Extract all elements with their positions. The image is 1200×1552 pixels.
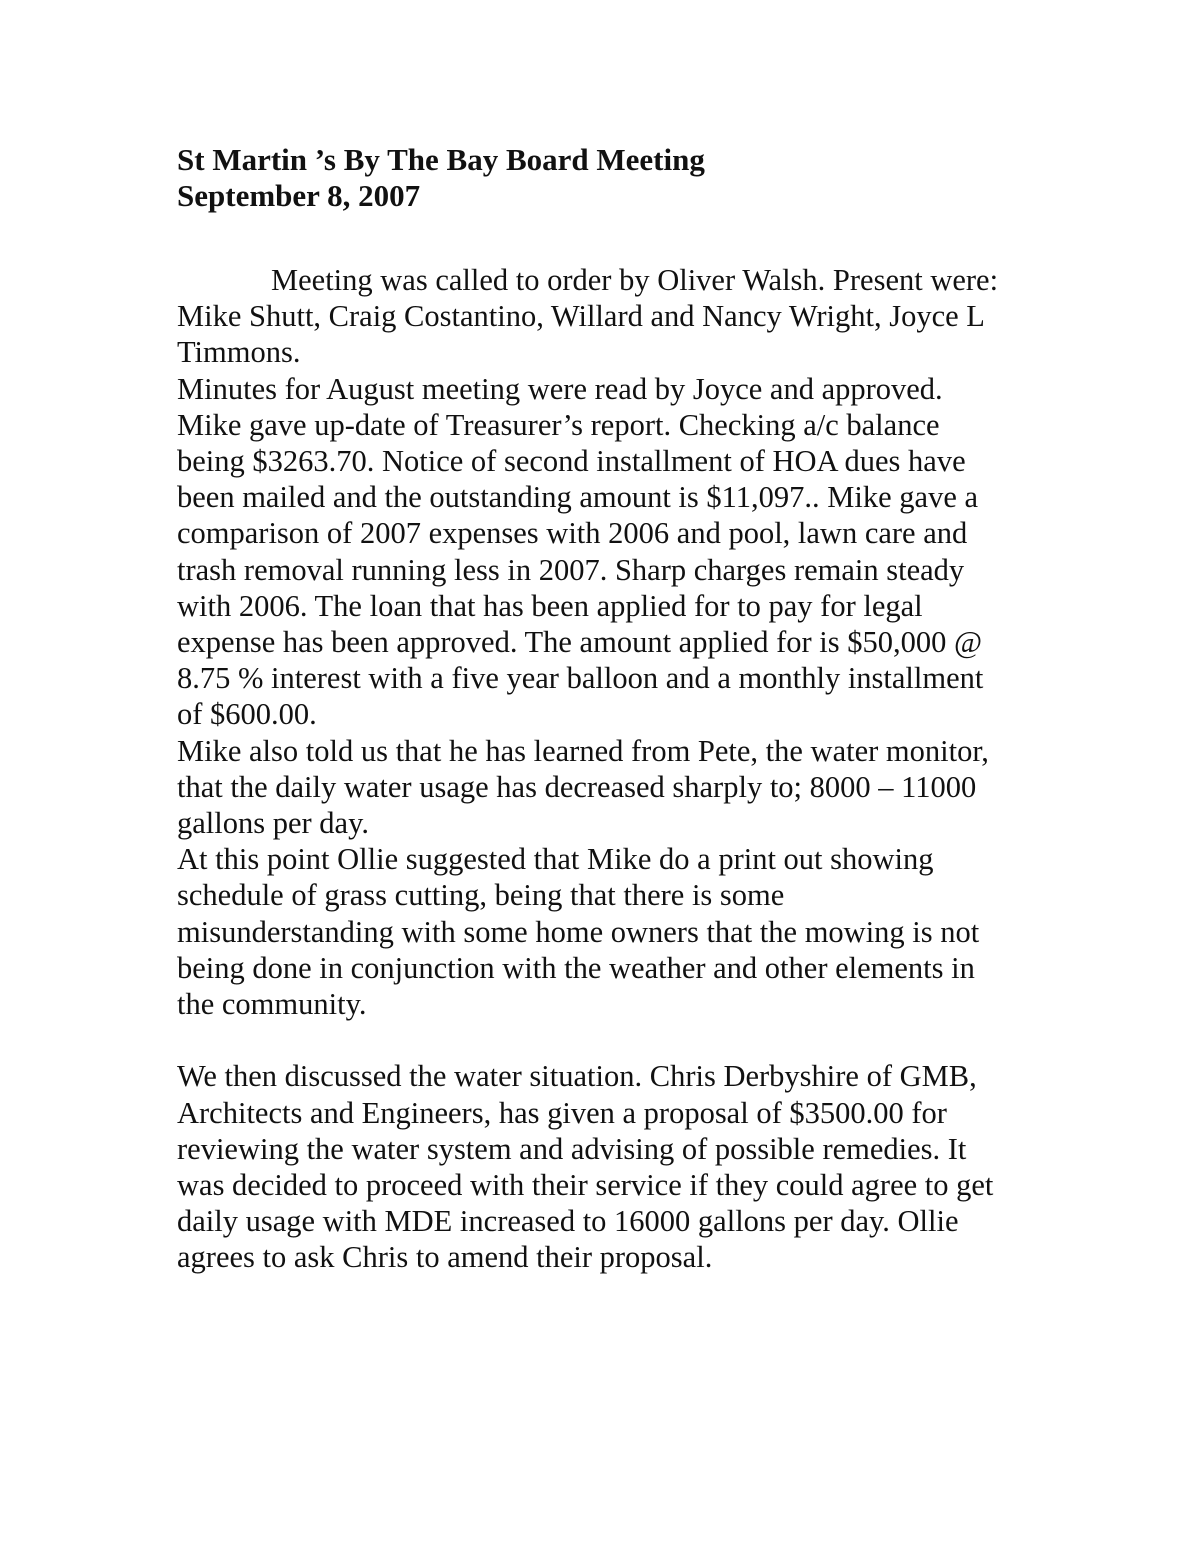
text-line: Architects and Engineers, has given a proposal of $3500.00 for [177,1095,947,1130]
text-line: expense has been approved. The amount applied for is $50,000 @ [177,625,983,660]
text-line: Timmons. [177,335,301,370]
text-line: Mike Shutt, Craig Costantino, Willard and Nancy Wright, Joyce L [177,299,985,334]
text-line: 8.75 % interest with a five year balloon and a monthly installment [177,661,984,696]
text-line: Mike gave up-date of Treasurer’s report. Checking a/c balance [177,407,940,442]
text-line: trash removal running less in 2007. Sharp charges remain steady [177,552,965,587]
text-line: At this point Ollie suggested that Mike do a print out showing [177,842,934,877]
text-line: Mike also told us that he has learned from Pete, the water monitor, [177,733,989,768]
text-line: that the daily water usage has decreased sharply to; 8000 – 11000 [177,769,977,804]
text-line: the community. [177,987,367,1022]
text-line: misunderstanding with some home owners that the mowing is not [177,914,980,949]
text-line: Minutes for August meeting were read by Joyce and approved. [177,371,943,406]
text-line: We then discussed the water situation. Chris Derbyshire of GMB, [177,1059,977,1094]
paragraph-gap [177,1022,1037,1058]
text-line: was decided to proceed with their service if they could agree to get [177,1168,994,1203]
text-line: Meeting was called to order by Oliver Walsh. Present were: [271,263,999,297]
text-line: schedule of grass cutting, being that there is some [177,878,785,913]
text-line: being done in conjunction with the weather and other elements in [177,950,975,985]
text-line: with 2006. The loan that has been applied for to pay for legal [177,588,923,623]
text-line: agrees to ask Chris to amend their proposal. [177,1240,713,1275]
minutes-body [177,262,1037,1276]
text-line: been mailed and the outstanding amount is $11,097.. Mike gave a [177,480,979,515]
text-line: comparison of 2007 expenses with 2006 and pool, lawn care and [177,516,968,551]
document-header [177,142,1077,214]
document-title: St Martin ’s By The Bay Board Meeting [177,142,705,177]
text-line: gallons per day. [177,806,369,841]
text-line: daily usage with MDE increased to 16000 gallons per day. Ollie [177,1204,959,1239]
text-line: reviewing the water system and advising of possible remedies. It [177,1131,967,1166]
text-line: of $600.00. [177,697,317,732]
meeting-date: September 8, 2007 [177,178,421,213]
text-line: being $3263.70. Notice of second installment of HOA dues have [177,444,966,479]
